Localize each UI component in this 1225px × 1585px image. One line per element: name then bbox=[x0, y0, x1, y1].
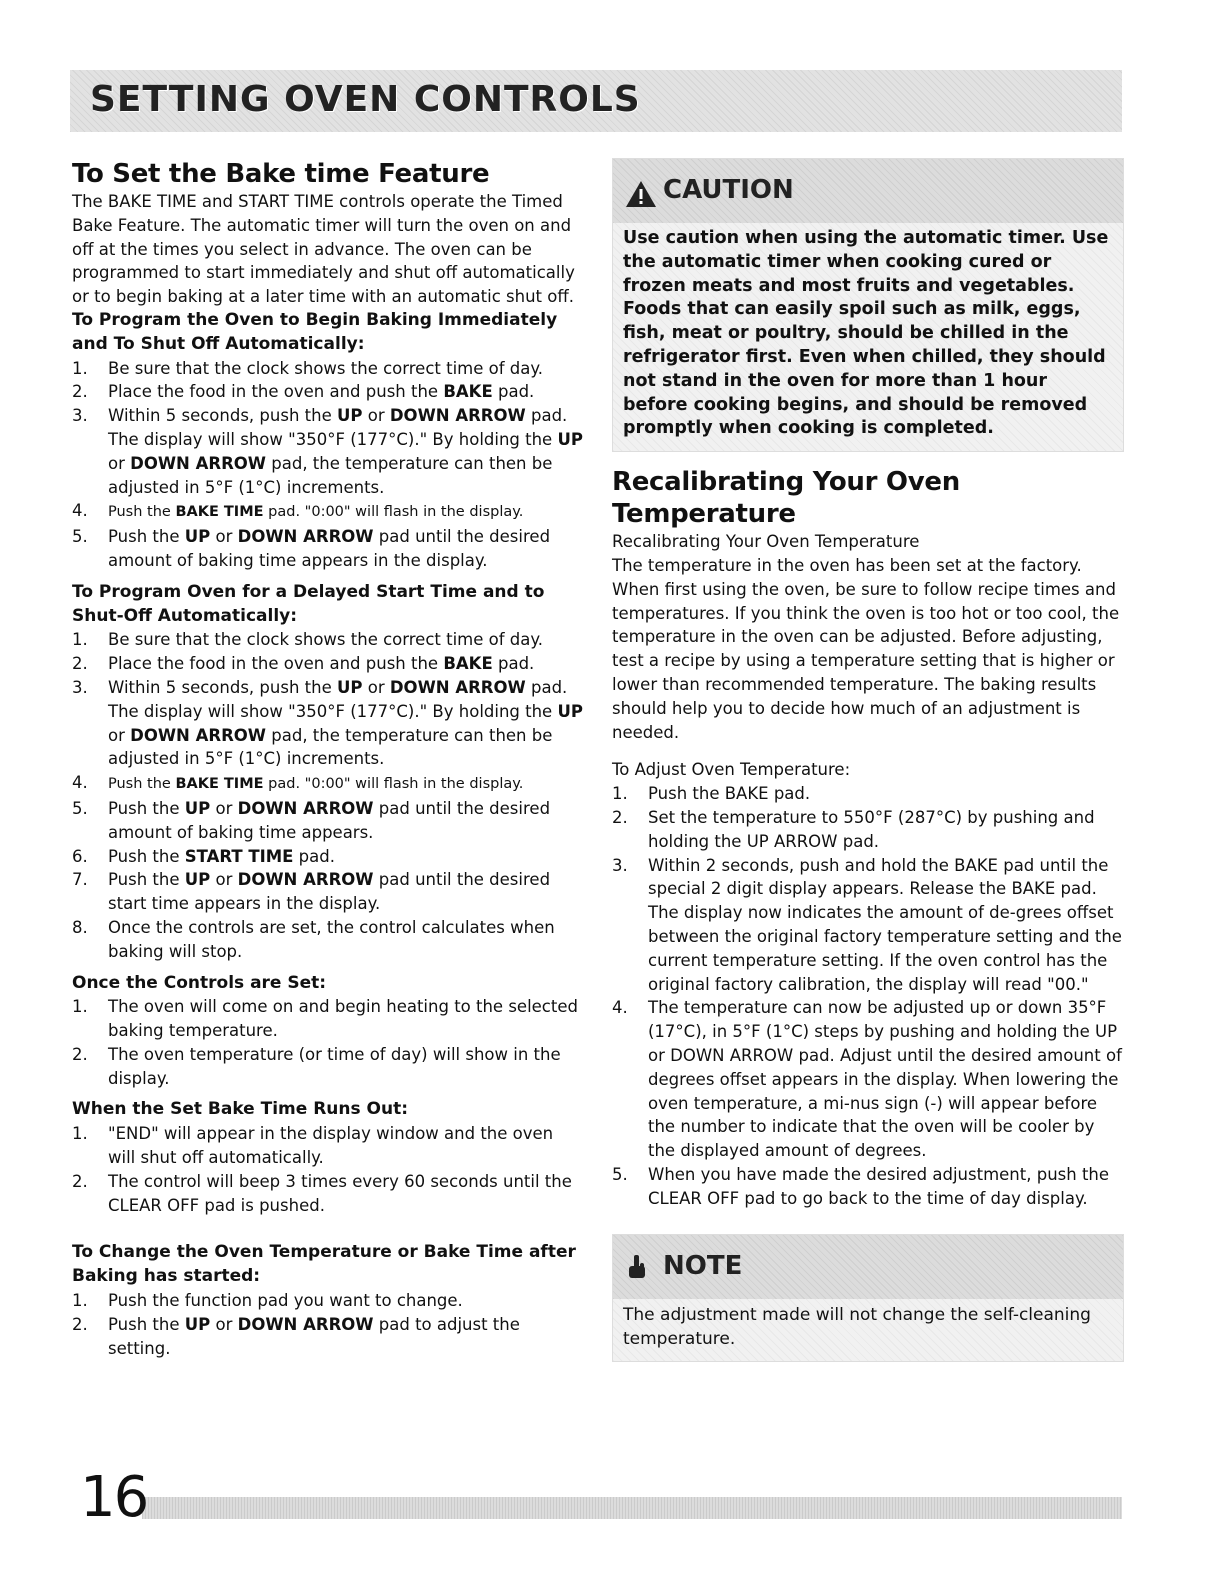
list-item: 1. Be sure that the clock shows the correct time of day. bbox=[72, 358, 544, 378]
note-label: NOTE bbox=[663, 1251, 743, 1282]
list-item: 3. Within 5 seconds, push the UP or DOWN ARROW pad. The display will show "350°F (177°C)." By holding the UP or DOWN ARROW pad, the temperature can then be adjusted in 5°F (1°C) increments. bbox=[72, 677, 583, 769]
time-runs-out-heading: When the Set Bake Time Runs Out: bbox=[72, 1099, 409, 1120]
adjust-label: To Adjust Oven Temperature: bbox=[612, 760, 851, 780]
caution-box bbox=[612, 158, 1124, 452]
list-item: 1. Push the BAKE pad. bbox=[612, 784, 811, 804]
note-text: The adjustment made will not change the self-cleaning temperature. bbox=[623, 1305, 1091, 1350]
note-box bbox=[612, 1234, 1124, 1362]
left-column bbox=[72, 158, 584, 1360]
list-item: 2. Place the food in the oven and push the BAKE pad. bbox=[72, 382, 535, 402]
list-item: 1. Be sure that the clock shows the correct time of day. bbox=[72, 630, 544, 650]
list-item: 2. The control will beep 3 times every 60 seconds until the CLEAR OFF pad is pushed. bbox=[72, 1171, 572, 1215]
bake-time-heading: To Set the Bake time Feature bbox=[72, 159, 490, 189]
list-item: 5. When you have made the desired adjustment, push the CLEAR OFF pad to go back to the time of day display. bbox=[612, 1164, 1110, 1208]
immediate-heading: To Program the Oven to Begin Baking Immediately and To Shut Off Automatically: bbox=[72, 309, 558, 354]
list-item: 4. The temperature can now be adjusted up or down 35°F (17°C), in 5°F (1°C) steps by pushing and holding the UP or DOWN ARROW pad. Adjust until the desired amount of degrees offset appears in the display. When lowering the oven temperature, a mi-nus sign (-) will appear before the number to indicate that the oven will be cooler by the displayed amount of degrees. bbox=[612, 998, 1122, 1161]
change-temp-steps bbox=[72, 1289, 584, 1360]
time-runs-out-steps bbox=[72, 1122, 584, 1217]
header-banner bbox=[70, 70, 1122, 132]
list-item: 1. The oven will come on and begin heating to the selected baking temperature. bbox=[72, 997, 578, 1041]
list-item: 1. Push the function pad you want to change. bbox=[72, 1291, 463, 1311]
footer-bar bbox=[142, 1497, 1122, 1519]
immediate-steps bbox=[72, 357, 584, 573]
list-item: 4. Push the BAKE TIME pad. "0:00" will flash in the display. bbox=[72, 501, 524, 521]
list-item: 2. The oven temperature (or time of day) will show in the display. bbox=[72, 1044, 561, 1088]
list-item: 3. Within 5 seconds, push the UP or DOWN ARROW pad. The display will show "350°F (177°C)." By holding the UP or DOWN ARROW pad, the temperature can then be adjusted in 5°F (1°C) increments. bbox=[72, 406, 583, 497]
controls-set-steps bbox=[72, 995, 584, 1090]
note-header bbox=[613, 1235, 1123, 1299]
warning-icon bbox=[625, 179, 657, 213]
list-item: 5. Push the UP or DOWN ARROW pad until the desired amount of baking time appears in the display. bbox=[72, 527, 551, 570]
page-number: 16 bbox=[80, 1465, 148, 1530]
controls-set-heading: Once the Controls are Set: bbox=[72, 972, 327, 993]
caution-header bbox=[613, 159, 1123, 223]
bake-time-intro: The BAKE TIME and START TIME controls operate the Timed Bake Feature. The automatic timer will turn the oven on and off at the times you select in advance. The oven can be programmed to start immediately and shut off automatically or to begin baking at a later time with an automatic shut off. bbox=[72, 192, 575, 307]
list-item: 2. Place the food in the oven and push the BAKE pad. bbox=[72, 654, 535, 674]
list-item: 8. Once the controls are set, the control calculates when baking will stop. bbox=[72, 917, 555, 961]
list-item: 2. Push the UP or DOWN ARROW pad to adjust the setting. bbox=[72, 1314, 520, 1358]
caution-text: Use caution when using the automatic timer. Use the automatic timer when cooking cured or frozen meats and most fruits and vegetables. Foods that can easily spoil such as milk, eggs, fish, meat or poultry, should be chilled in the refrigerator first. Even when chilled, they should not stand in the oven for more than 1 hour before cooking begins, and should be removed promptly when cooking is completed. bbox=[623, 228, 1109, 439]
page-title: SETTING OVEN CONTROLS bbox=[90, 79, 641, 120]
list-item: 7. Push the UP or DOWN ARROW pad until the desired start time appears in the display. bbox=[72, 870, 551, 914]
recalibrate-subtitle: Recalibrating Your Oven Temperature bbox=[612, 532, 920, 552]
change-temp-heading: To Change the Oven Temperature or Bake Time after Baking has started: bbox=[72, 1242, 576, 1287]
right-column bbox=[612, 158, 1124, 1362]
list-item: 2. Set the temperature to 550°F (287°C) by pushing and holding the UP ARROW pad. bbox=[612, 807, 1095, 851]
list-item: 3. Within 2 seconds, push and hold the BAKE pad until the special 2 digit display appears. Release the BAKE pad. The display now indicates the amount of de-grees offset between the original factory temperature setting and the current temperature setting. If the oven control has the original factory calibration, the display will read "00." bbox=[612, 855, 1122, 994]
delayed-heading: To Program Oven for a Delayed Start Time and to Shut-Off Automatically: bbox=[72, 581, 545, 626]
list-item: 5. Push the UP or DOWN ARROW pad until the desired amount of baking time appears. bbox=[72, 798, 551, 842]
caution-label: CAUTION bbox=[663, 175, 794, 205]
delayed-steps bbox=[72, 628, 584, 963]
list-item: 4. Push the BAKE TIME pad. "0:00" will flash in the display. bbox=[72, 773, 524, 793]
recalibrate-heading: Recalibrating Your Oven Temperature bbox=[612, 467, 960, 530]
recalibrate-steps bbox=[612, 782, 1124, 1210]
recalibrate-intro: The temperature in the oven has been set at the factory. When first using the oven, be sure to follow recipe times and temperatures. If you think the oven is too hot or too cool, the temperature in the oven can be adjusted. Before adjusting, test a recipe by using a temperature setting that is higher or lower than recommended temperature. The baking results should help you to decide how much of an adjustment is needed. bbox=[612, 555, 1120, 742]
pointing-hand-icon bbox=[625, 1253, 649, 1287]
list-item: 1. "END" will appear in the display window and the oven will shut off automatically. bbox=[72, 1124, 554, 1168]
list-item: 6. Push the START TIME pad. bbox=[72, 846, 335, 866]
